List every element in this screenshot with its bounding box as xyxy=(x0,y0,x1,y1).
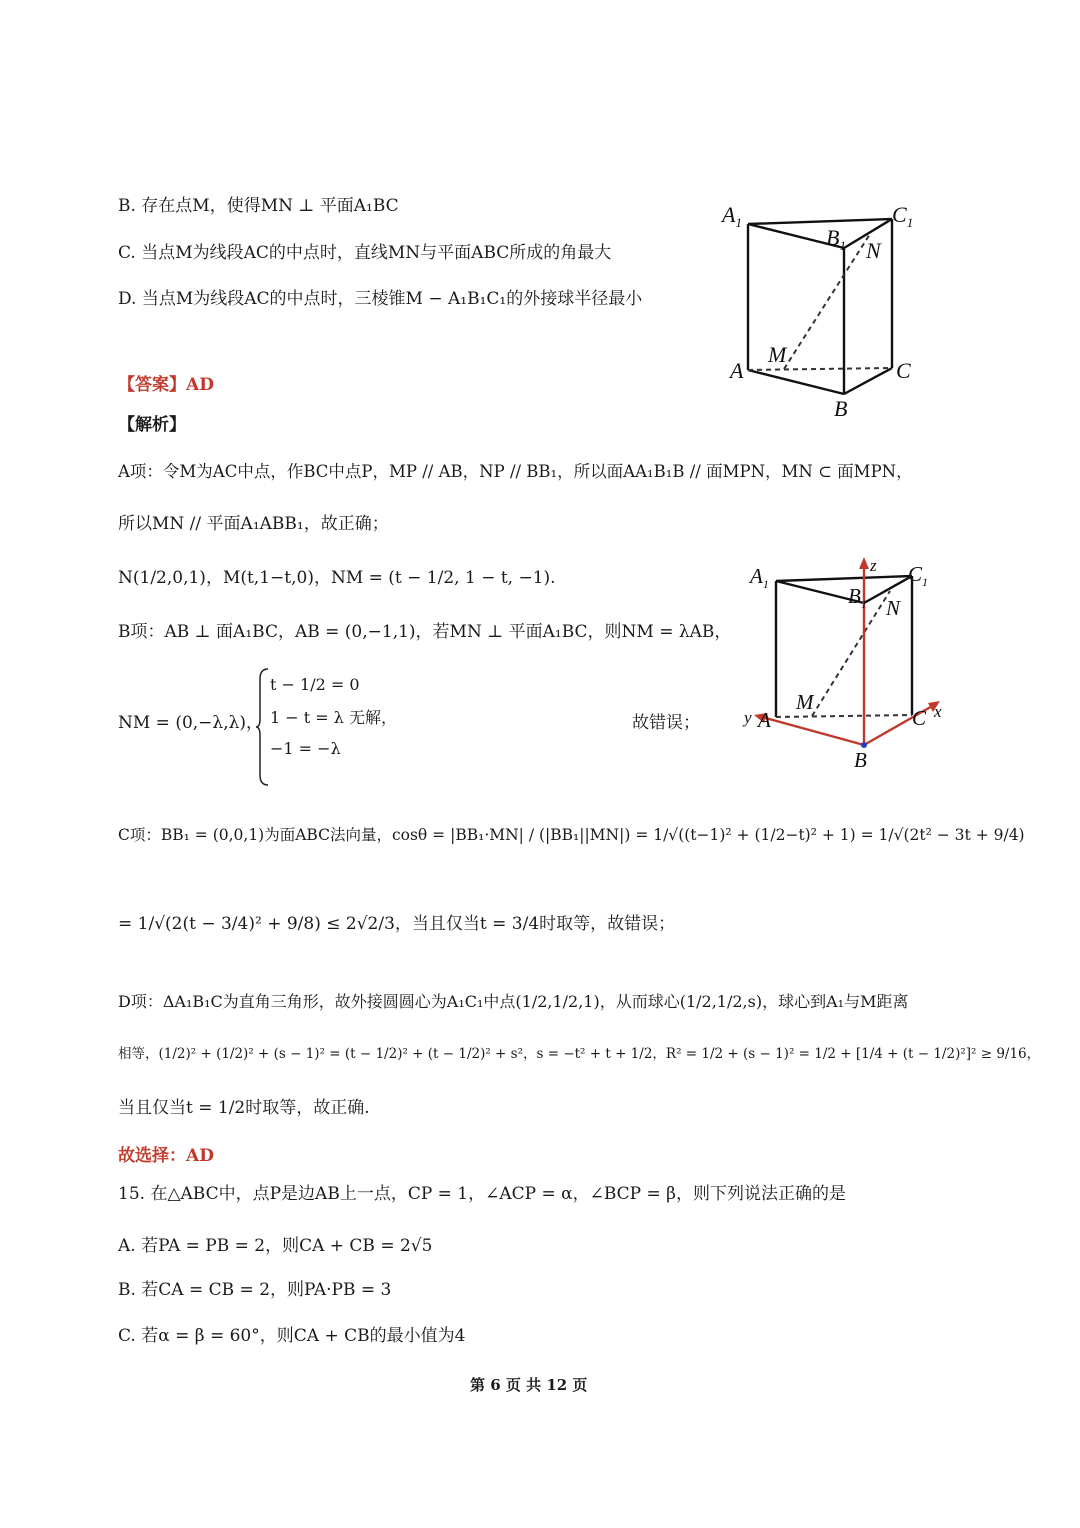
analysis-coords: N(1/2,0,1)，M(t,1−t,0)，NM = (t − 1/2, 1 − t, −1). xyxy=(118,568,556,588)
label-B: B xyxy=(834,396,848,420)
label-M: M xyxy=(796,690,814,714)
label-A: A xyxy=(730,358,744,383)
question-15-option-b: B. 若CA = CB = 2，则PA·PB = 3 xyxy=(118,1280,392,1300)
label-C1: $C_1$ xyxy=(892,202,914,230)
label-B: B xyxy=(854,748,867,772)
equation-2: 1 − t = λ 无解， xyxy=(270,707,397,727)
final-choice: 故选择：AD xyxy=(118,1146,214,1166)
analysis-b-line1: B项：AB ⊥ 面A₁BC，AB = (0,−1,1)，若MN ⊥ 平面A₁BC，则NM = λAB， xyxy=(118,622,732,642)
question-15-option-c: C. 若α = β = 60°，则CA + CB的最小值为4 xyxy=(118,1326,466,1346)
label-B1: $B_1$ xyxy=(826,225,846,253)
answer-label: 【答案】AD xyxy=(118,375,214,395)
equation-3: −1 = −λ xyxy=(270,738,341,758)
label-A: A xyxy=(758,708,771,732)
label-B1: $B_1$ xyxy=(848,584,867,611)
analysis-c-line2: = 1/√(2(t − 3/4)² + 9/8) ≤ 2√2/3，当且仅当t = 3/4时取等，故错误； xyxy=(118,914,676,934)
page-footer: 第 6 页 共 12 页 xyxy=(470,1376,588,1394)
analysis-d-line3: 当且仅当t = 1/2时取等，故正确. xyxy=(118,1098,370,1118)
analysis-label: 【解析】 xyxy=(118,415,186,435)
analysis-b-conclusion: 故错误； xyxy=(632,713,700,733)
prism-figure-1 xyxy=(720,200,940,420)
option-c: C. 当点M为线段AC的中点时，直线MN与平面ABC所成的角最大 xyxy=(118,243,612,263)
label-A1: $A_1$ xyxy=(750,564,769,591)
analysis-d-line2: 相等，(1/2)² + (1/2)² + (s − 1)² = (t − 1/2)² + (t − 1/2)² + s²，s = −t² + t + 1/2，R² = 1/2 + (s − 1)² = 1/2 + [1/4 + (t − 1/2)²]² ≥ 9/16， xyxy=(118,1046,1041,1062)
label-N: N xyxy=(886,596,901,620)
analysis-d-line1: D项：ΔA₁B₁C为直角三角形，故外接圆圆心为A₁C₁中点(1/2,1/2,1)，从而球心(1/2,1/2,s)，球心到A₁与M距离 xyxy=(118,992,909,1011)
question-15: 15. 在△ABC中，点P是边AB上一点，CP = 1，∠ACP = α，∠BCP = β，则下列说法正确的是 xyxy=(118,1184,847,1204)
option-d: D. 当点M为线段AC的中点时，三棱锥M − A₁B₁C₁的外接球半径最小 xyxy=(118,289,643,309)
option-b: B. 存在点M，使得MN ⊥ 平面A₁BC xyxy=(118,196,399,216)
analysis-a-line1: A项：令M为AC中点，作BC中点P，MP // AB，NP // BB₁，所以面AA₁B₁B // 面MPN，MN ⊂ 面MPN， xyxy=(118,462,913,481)
prism-figure-2 xyxy=(740,555,960,775)
label-z: z xyxy=(870,556,877,575)
label-A1: $A_1$ xyxy=(722,202,742,230)
equation-1: t − 1/2 = 0 xyxy=(270,674,360,694)
system-brace xyxy=(256,667,270,787)
label-C: C xyxy=(912,706,927,730)
label-C1: $C_1$ xyxy=(908,562,929,589)
label-x: x xyxy=(934,702,942,721)
label-y: y xyxy=(744,708,752,727)
label-N: N xyxy=(866,238,881,263)
equation-system xyxy=(270,668,397,764)
analysis-b-nm: NM = (0,−λ,λ)， xyxy=(118,713,264,733)
label-C: C xyxy=(896,358,911,383)
question-15-option-a: A. 若PA = PB = 2，则CA + CB = 2√5 xyxy=(118,1236,433,1256)
analysis-a-line2: 所以MN // 平面A₁ABB₁，故正确； xyxy=(118,514,389,534)
label-M: M xyxy=(768,342,787,367)
analysis-c-line1: C项：BB₁ = (0,0,1)为面ABC法向量，cosθ = |BB₁·MN| / (|BB₁||MN|) = 1/√((t−1)² + (1/2−t)² + 1) = 1/√(2t² − 3t + 9/4) xyxy=(118,826,1025,844)
